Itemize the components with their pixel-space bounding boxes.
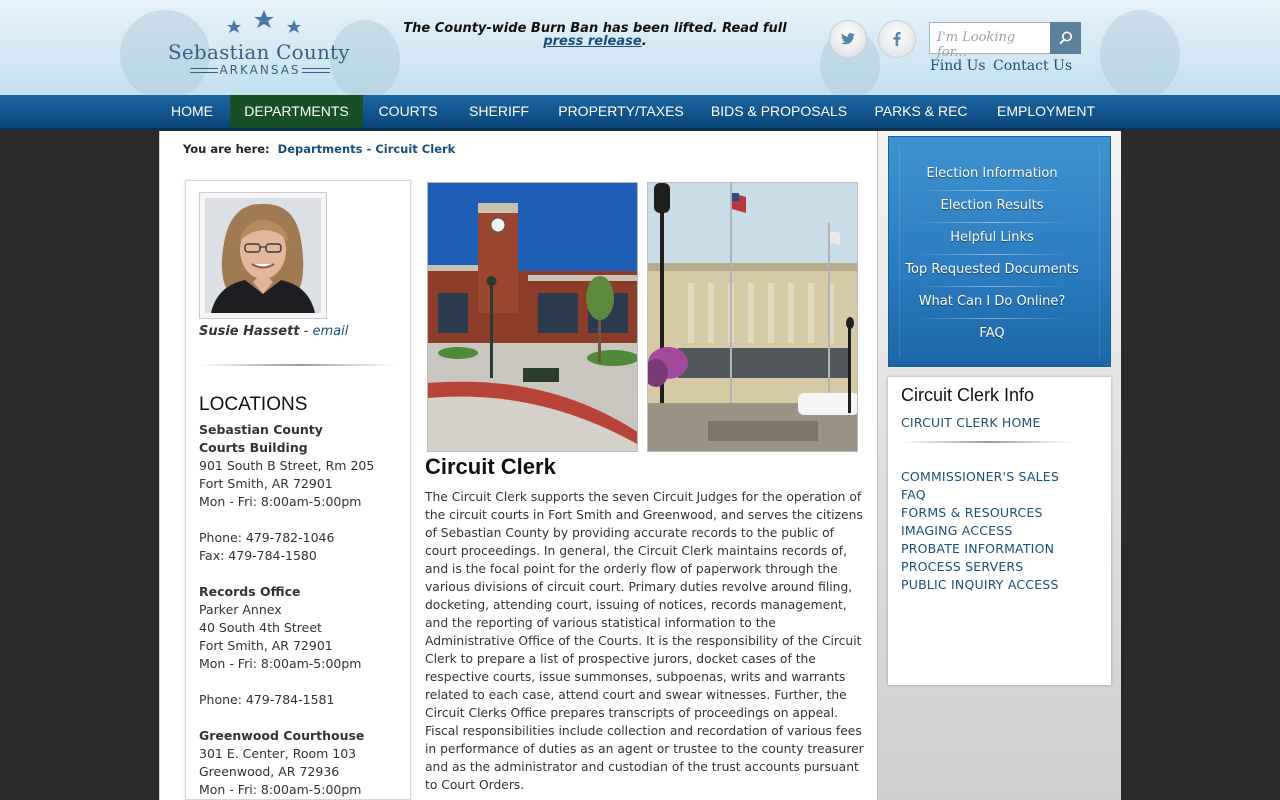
info-link-commissioners-sales[interactable]: COMMISSIONER'S SALES [901, 469, 1060, 484]
nav-property-taxes[interactable]: PROPERTY/TAXES [558, 103, 684, 119]
nav-employment[interactable]: EMPLOYMENT [996, 103, 1095, 119]
location-line: Phone: 479-782-1046 [199, 530, 335, 545]
breadcrumb-prefix: You are here: [183, 142, 270, 156]
logo-title: Sebastian County [168, 40, 350, 64]
announcement-text: The County-wide Burn Ban has been lifted. Read full [403, 21, 787, 36]
info-title: Circuit Clerk Info [901, 385, 1035, 405]
location-line: 901 South B Street, Rm 205 [199, 458, 375, 473]
divider [200, 364, 396, 366]
breadcrumb [183, 142, 455, 156]
courts-building-image [428, 183, 638, 452]
official-name-line [199, 324, 348, 339]
location-line: Mon - Fri: 8:00am-5:00pm [199, 782, 362, 797]
quick-link-election-information[interactable]: Election Information [926, 166, 1058, 181]
nav-sheriff[interactable]: SHERIFF [469, 103, 529, 119]
main-nav [0, 95, 1280, 130]
location-line: 40 South 4th Street [199, 620, 322, 635]
divider [914, 286, 1070, 287]
info-link-faq[interactable]: FAQ [901, 487, 926, 502]
name-separator: - [303, 324, 309, 339]
nav-home[interactable]: HOME [171, 103, 213, 119]
location-line: Fort Smith, AR 72901 [199, 476, 333, 491]
search-button[interactable] [1050, 22, 1081, 54]
breadcrumb-separator: - [366, 142, 372, 156]
facebook-icon [893, 32, 901, 46]
info-link-forms-resources[interactable]: FORMS & RESOURCES [901, 505, 1043, 520]
quick-link-top-requested-documents[interactable]: Top Requested Documents [905, 262, 1079, 277]
burn-ban-announcement [390, 22, 800, 48]
official-photo [205, 198, 321, 313]
location-line: Sebastian County [199, 422, 323, 437]
location-line: Mon - Fri: 8:00am-5:00pm [199, 656, 362, 671]
page-description: The Circuit Clerk supports the seven Circuit Judges for the operation of the circuit courts in Fort Smith and Greenwood, and serves the citizens of Sebastian County by providing accurate records to the public of court proceedings. In general, the Circuit Clerk maintains records of, and is the focal point for the orderly flow of paperwork through the various divisions of circuit court. Primary duties revolve around filing, docketing, attending court, issuing of notices, records management, and the reporting of various statistical information to the Administrative Office of the Courts. It is the responsibility of the Circuit Clerk to prepare a list of prospective jurors, docket cases of the respective courts, issue summonses, subpoenas, writs and warrants related to each case, attend court and swear witnesses. Further, the Circuit Clerks Office prepares transcripts of proceedings on appeal. Fiscal responsibilities include collection and recordation of various fees in performance of duties as an agent or trustee to the county treasurer and as the administrator and custodian of the trust accounts pursuant to Court Orders. [425, 490, 864, 792]
divider [914, 318, 1070, 319]
courthouse-photo [647, 182, 858, 452]
logo-subtitle: ARKANSAS [190, 63, 330, 77]
column-divider [877, 131, 878, 800]
twitter-icon [841, 33, 855, 45]
quick-link-election-results[interactable]: Election Results [940, 198, 1044, 213]
press-release-link[interactable]: press release [543, 34, 642, 49]
quick-links-panel [888, 136, 1111, 367]
quick-link-faq[interactable]: FAQ [979, 326, 1005, 341]
official-photo-frame [199, 192, 327, 319]
location-line: Greenwood Courthouse [199, 728, 365, 743]
location-line: Records Office [199, 584, 301, 599]
divider [914, 254, 1070, 255]
star-icon [224, 10, 304, 34]
nav-bids-proposals[interactable]: BIDS & PROPOSALS [710, 103, 848, 119]
nav-parks-rec[interactable]: PARKS & REC [874, 103, 968, 119]
facebook-button[interactable] [878, 20, 916, 58]
contact-us-link[interactable]: Contact Us [993, 58, 1073, 74]
info-link-process-servers[interactable]: PROCESS SERVERS [901, 559, 1024, 574]
official-email-link[interactable]: email [312, 324, 349, 339]
location-line: 301 E. Center, Room 103 [199, 746, 357, 761]
breadcrumb-circuit-clerk[interactable]: Circuit Clerk [375, 142, 456, 156]
location-line: Fax: 479-784-1580 [199, 548, 317, 563]
divider [901, 441, 1073, 443]
location-line: Fort Smith, AR 72901 [199, 638, 333, 653]
location-line: Parker Annex [199, 602, 282, 617]
breadcrumb-departments[interactable]: Departments [277, 142, 363, 156]
quick-link-helpful-links[interactable]: Helpful Links [950, 230, 1034, 245]
announcement-suffix: . [641, 34, 647, 49]
info-link-circuit-clerk-home[interactable]: CIRCUIT CLERK HOME [901, 415, 1041, 430]
page-title: Circuit Clerk [425, 454, 556, 479]
divider [914, 222, 1070, 223]
info-link-imaging-access[interactable]: IMAGING ACCESS [901, 523, 1013, 538]
nav-departments[interactable]: DEPARTMENTS [230, 95, 363, 128]
locations-title: LOCATIONS [199, 394, 308, 415]
location-line: Courts Building [199, 440, 308, 455]
courthouse-image [648, 183, 858, 452]
location-line: Phone: 479-784-1581 [199, 692, 335, 707]
info-link-probate-information[interactable]: PROBATE INFORMATION [901, 541, 1055, 556]
nav-courts[interactable]: COURTS [378, 103, 438, 119]
info-link-public-inquiry-access[interactable]: PUBLIC INQUIRY ACCESS [901, 577, 1059, 592]
location-line: Greenwood, AR 72936 [199, 764, 340, 779]
portrait-image [205, 198, 321, 313]
header-tree-decoration [1100, 10, 1180, 96]
search-icon [1059, 31, 1073, 45]
twitter-button[interactable] [829, 20, 867, 58]
location-line: Mon - Fri: 8:00am-5:00pm [199, 494, 362, 509]
find-us-link[interactable]: Find Us [930, 58, 986, 74]
courts-building-photo [427, 182, 638, 452]
official-name: Susie Hassett [199, 324, 300, 339]
divider [914, 190, 1070, 191]
quick-link-what-can-i-do-online[interactable]: What Can I Do Online? [918, 294, 1066, 309]
county-logo[interactable] [168, 10, 364, 80]
search-input[interactable]: I'm Looking for... [929, 22, 1051, 54]
